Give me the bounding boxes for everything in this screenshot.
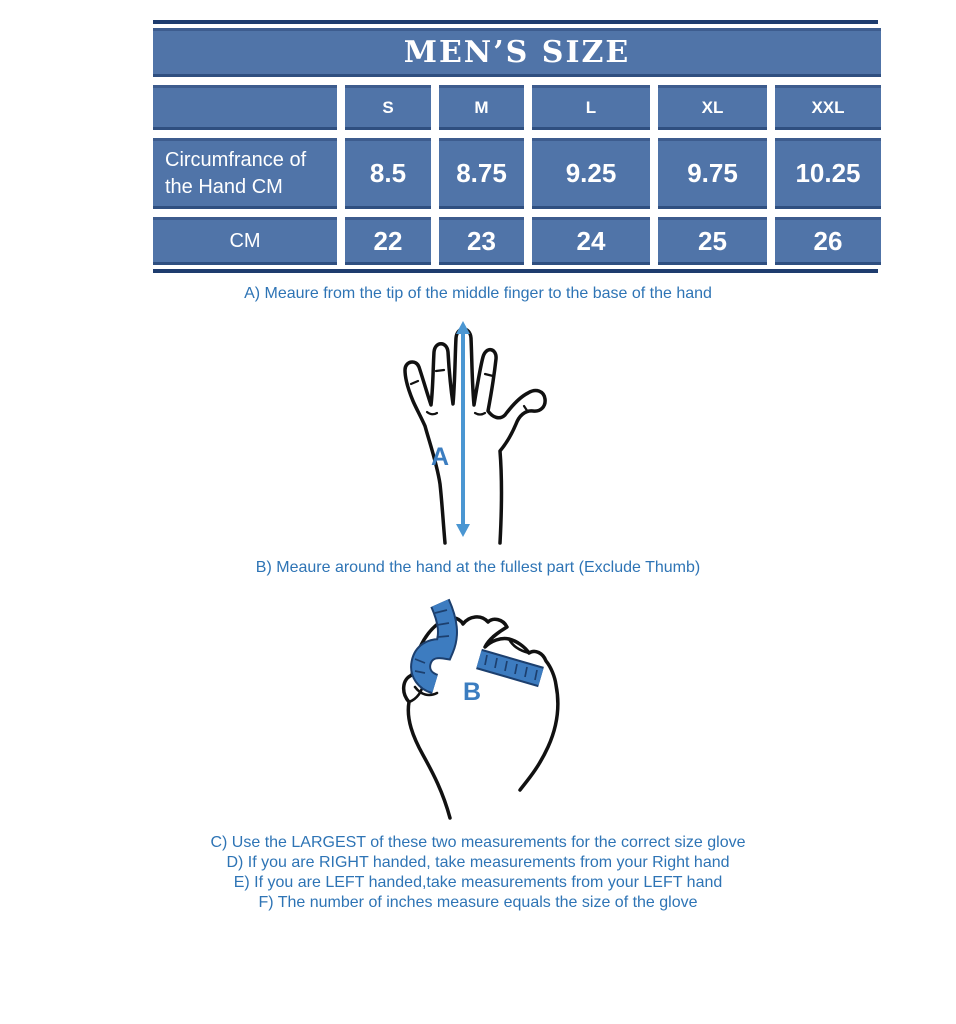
- size-column-header-l: L: [532, 85, 650, 130]
- table-cell: 8.75: [439, 138, 524, 209]
- instruction-line-d: D) If you are RIGHT handed, take measurements from your Right hand: [226, 854, 730, 871]
- instruction-line-f: F) The number of inches measure equals the size of the glove: [258, 894, 698, 911]
- row-label-cm: CM: [153, 217, 337, 265]
- table-top-rule: [153, 20, 878, 24]
- table-cell: 9.25: [532, 138, 650, 209]
- table-cell: 9.75: [658, 138, 767, 209]
- table-cell: 24: [532, 217, 650, 265]
- table-cell: 10.25: [775, 138, 881, 209]
- size-column-header-empty: [153, 85, 337, 130]
- size-column-header-xxl: XXL: [775, 85, 881, 130]
- table-cell: 26: [775, 217, 881, 265]
- table-cell: 8.5: [345, 138, 431, 209]
- hand-circumference-diagram: [393, 587, 570, 825]
- instruction-line-a: A) Meaure from the tip of the middle finger to the base of the hand: [244, 285, 712, 302]
- table-cell: 23: [439, 217, 524, 265]
- size-chart-table: [153, 28, 878, 265]
- instruction-line-b: B) Meaure around the hand at the fullest part (Exclude Thumb): [255, 559, 701, 576]
- instruction-line-c: C) Use the LARGEST of these two measurements for the correct size glove: [210, 834, 746, 851]
- row-label-circumference: Circumfrance of the Hand CM: [153, 138, 337, 209]
- table-title: MEN’S SIZE: [153, 28, 881, 77]
- label-a: A: [431, 443, 450, 471]
- size-column-header-m: M: [439, 85, 524, 130]
- table-cell: 25: [658, 217, 767, 265]
- label-b: B: [463, 678, 482, 706]
- hand-length-diagram: [383, 314, 555, 546]
- size-column-header-xl: XL: [658, 85, 767, 130]
- open-hand-illustration: [405, 329, 545, 543]
- table-bottom-rule: [153, 269, 878, 273]
- table-cell: 22: [345, 217, 431, 265]
- instruction-footnotes: [0, 833, 956, 913]
- instruction-line-e: E) If you are LEFT handed,take measurements from your LEFT hand: [233, 874, 723, 891]
- size-column-header-s: S: [345, 85, 431, 130]
